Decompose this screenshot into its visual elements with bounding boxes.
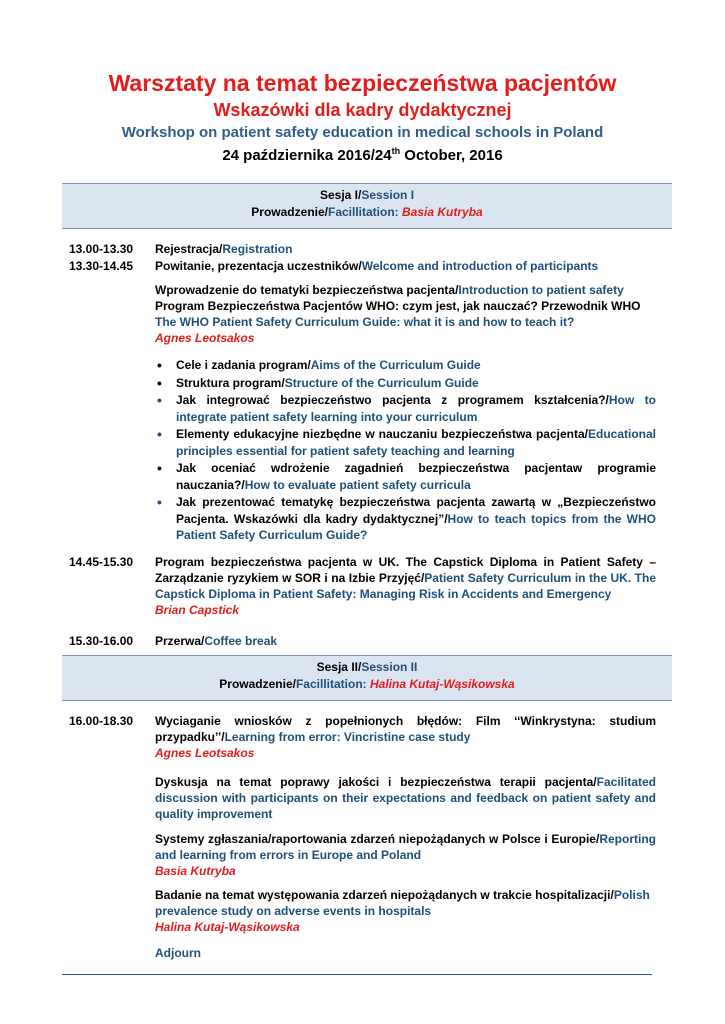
intro-speaker: Agnes Leotsakos	[155, 331, 255, 345]
time-break: 15.30-16.00	[69, 634, 134, 648]
bullet-item	[155, 357, 656, 374]
welcome-en: Welcome and introduction of participants	[361, 259, 599, 273]
session-1-title	[62, 187, 672, 204]
session-2-lead-pl: Prowadzenie/	[219, 677, 296, 691]
reporting-text	[155, 831, 656, 863]
welcome-pl: Powitanie, prezentacja uczestników/	[155, 259, 362, 273]
bullet-item	[155, 392, 656, 425]
time-registration: 13.00-13.30	[69, 242, 134, 256]
bullet-en: Structure of the Curriculum Guide	[284, 375, 479, 390]
study-speaker: Halina Kutaj-Wąsikowska	[155, 920, 300, 934]
intro-line	[155, 282, 656, 298]
session-1-title-en: Session I	[361, 188, 415, 202]
agenda-study	[155, 887, 656, 935]
adjourn-label: Adjourn	[155, 946, 201, 960]
title-en: Workshop on patient safety education in medical schools in Poland	[121, 124, 604, 141]
bullet-en: How to evaluate patient safety curricula	[244, 477, 471, 492]
time-session-2: 16.00-18.30	[69, 714, 134, 728]
agenda-film	[155, 713, 656, 761]
session-2-lead	[62, 676, 672, 693]
who-en: The WHO Patient Safety Curriculum Guide: what it is and how to teach it?	[155, 315, 575, 329]
bullet-pl: Struktura program/	[176, 375, 285, 390]
intro-en: Introduction to patient safety	[458, 283, 624, 297]
bullet-item	[155, 460, 656, 493]
break-pl: Przerwa/	[155, 634, 205, 648]
session-2-chair: Halina Kutaj-Wąsikowska	[369, 677, 515, 691]
reporting-pl: Systemy zgłaszania/raportowania zdarzeń niepożądanych w Polsce i Europie/	[155, 832, 600, 846]
session-1-lead-en: Facillitation:	[327, 205, 402, 219]
session-2-band	[62, 655, 672, 701]
film-en: Learning from error: Vincristine case study	[224, 730, 471, 744]
bullet-item	[155, 494, 656, 544]
date-en-sup: th	[391, 146, 401, 156]
session-2-title-pl: Sesja II/	[316, 660, 362, 674]
session-1-lead	[62, 204, 672, 221]
discussion-en: Facilitated discussion with participants on their expectations and feedback on patient safety and quality improvement	[155, 775, 656, 821]
who-pl: Program Bezpieczeństwa Pacjentów WHO: czym jest, jak nauczać? Przewodnik WHO	[155, 299, 641, 313]
bullet-en: How to integrate patient safety learning into your curriculum	[176, 393, 656, 424]
registration-pl: Rejestracja/	[155, 242, 223, 256]
session-1-title-pl: Sesja I/	[319, 188, 362, 202]
reporting-en: Reporting and learning from errors in Europe and Poland	[155, 832, 656, 862]
subtitle-pl: Wskazówki dla kadry dydaktycznej	[213, 100, 512, 120]
footer-rule	[62, 974, 652, 975]
title-pl: Warsztaty na temat bezpieczeństwa pacjentów	[108, 70, 617, 96]
reporting-speaker: Basia Kutryba	[155, 864, 236, 878]
study-text	[155, 887, 656, 919]
time-welcome: 13.30-14.45	[69, 259, 134, 273]
registration-en: Registration	[222, 242, 293, 256]
date-en-day: 24	[374, 147, 392, 164]
agenda-registration	[155, 241, 656, 257]
bullet-pl: Elementy edukacyjne niezbędne w nauczaniu bezpieczeństwa pacjenta/	[176, 427, 588, 441]
study-pl: Badanie na temat występowania zdarzeń niepożądanych w trakcie hospitalizacji/	[155, 888, 614, 902]
bullet-pl: Jak integrować bezpieczeństwo pacjenta z programem kształcenia?/	[176, 393, 609, 407]
bullet-en: Educational principles essential for patient safety teaching and learning	[176, 427, 656, 458]
agenda-intro-block	[155, 282, 656, 346]
session-1-lead-pl: Prowadzenie/	[251, 205, 328, 219]
agenda-discussion	[155, 774, 656, 822]
film-text	[155, 713, 656, 745]
uk-pl: Program bezpieczeństwa pacjenta w UK. The Capstick Diploma in Patient Safety – Zarządzanie ryzykiem w SOR i na Izbie Przyjęć/	[155, 555, 656, 585]
date-en-rest: October, 2016	[400, 147, 503, 164]
bullet-pl: Cele i zadania program/	[176, 358, 311, 372]
bullet-pl: Jak oceniać wdrożenie zagadnień bezpieczeństwa pacjentaw programie nauczania?/	[176, 461, 656, 492]
film-speaker: Agnes Leotsakos	[155, 746, 255, 760]
date-pl: 24 października 2016/	[222, 147, 375, 164]
time-uk: 14.45-15.30	[69, 555, 134, 569]
agenda-reporting	[155, 831, 656, 879]
film-pl: Wyciaganie wniosków z popełnionych błędów: Film ‘‘Winkrystyna: studium przypadku’’/	[155, 714, 656, 744]
session-2-title-en: Session II	[361, 660, 418, 674]
session-2-title	[62, 659, 672, 676]
bullet-item	[155, 426, 656, 459]
uk-speaker: Brian Capstick	[155, 603, 240, 617]
session-1-band	[62, 183, 672, 229]
uk-text	[155, 554, 656, 602]
curriculum-bullets	[155, 357, 656, 545]
agenda-uk	[155, 554, 656, 618]
break-en: Coffee break	[204, 634, 278, 648]
agenda-break	[155, 633, 656, 649]
bullet-en: Aims of the Curriculum Guide	[310, 358, 481, 372]
agenda-welcome	[155, 258, 656, 274]
bullet-en: How to teach topics from the WHO Patient Safety Curriculum Guide?	[176, 511, 656, 542]
uk-en: Patient Safety Curriculum in the UK. The Capstick Diploma in Patient Safety: Managing Risk in Accidents and Emergency	[155, 571, 657, 601]
date-line	[0, 146, 725, 164]
bullet-pl: Jak prezentować tematykę bezpieczeństwa pacjenta zawartą w „Bezpieczeństwo Pacjenta. Wskazówki dla kadry dydaktycznej”/	[176, 495, 656, 526]
session-2-lead-en: Facillitation:	[295, 677, 370, 691]
session-1-chair: Basia Kutryba	[402, 205, 483, 219]
discussion-pl: Dyskusja na temat poprawy jakości i bezpieczeństwa terapii pacjenta/	[155, 775, 597, 789]
intro-pl: Wprowadzenie do tematyki bezpieczeństwa pacjenta/	[155, 283, 459, 297]
study-en: Polish prevalence study on adverse events in hospitals	[155, 888, 650, 918]
bullet-item	[155, 375, 656, 392]
